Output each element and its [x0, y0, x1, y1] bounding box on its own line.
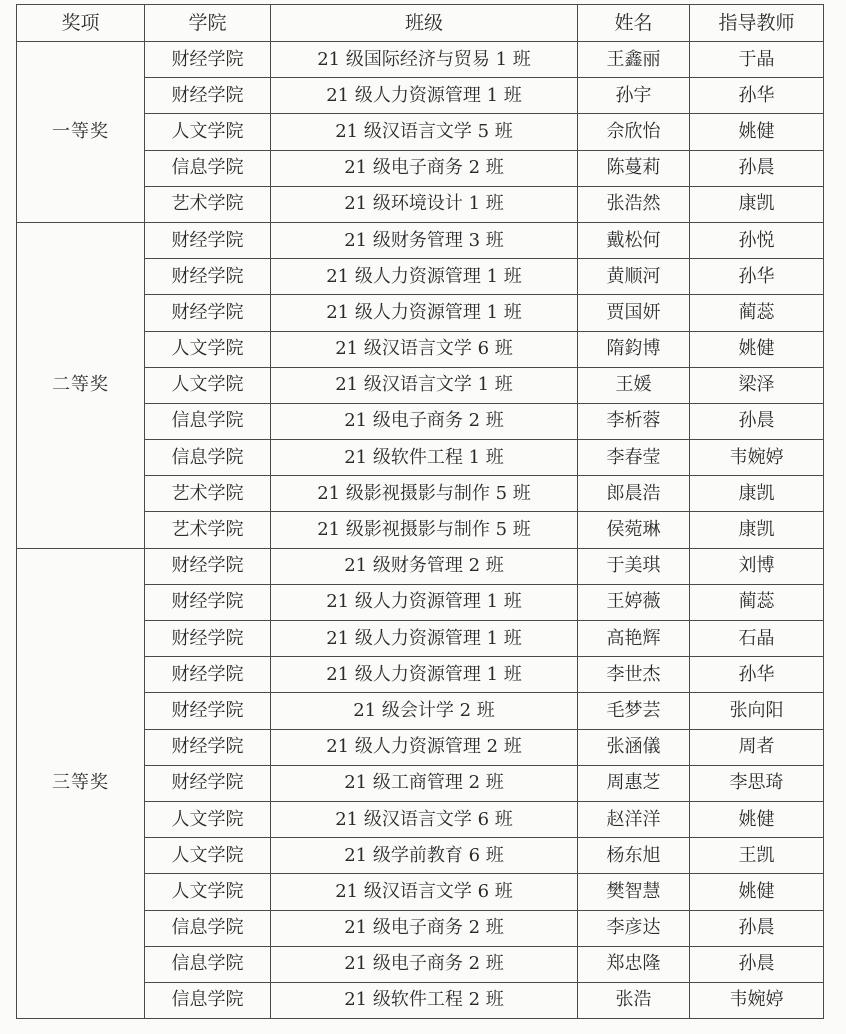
class-cell: 21 级环境设计 1 班	[271, 186, 578, 222]
class-cell: 21 级汉语言文学 1 班	[271, 367, 578, 403]
college-cell: 人文学院	[145, 331, 271, 367]
name-cell: 周惠芝	[578, 765, 690, 801]
college-cell: 财经学院	[145, 295, 271, 331]
teacher-cell: 梁泽	[690, 367, 824, 403]
name-cell: 陈蔓莉	[578, 150, 690, 186]
name-cell: 毛梦芸	[578, 693, 690, 729]
college-cell: 人文学院	[145, 838, 271, 874]
class-cell: 21 级人力资源管理 1 班	[271, 584, 578, 620]
class-cell: 21 级人力资源管理 1 班	[271, 657, 578, 693]
class-cell: 21 级人力资源管理 2 班	[271, 729, 578, 765]
name-cell: 贾国妍	[578, 295, 690, 331]
teacher-cell: 于晶	[690, 42, 824, 78]
class-cell: 21 级人力资源管理 1 班	[271, 259, 578, 295]
name-cell: 孙宇	[578, 78, 690, 114]
award-cell: 三等奖	[17, 548, 145, 1018]
college-cell: 财经学院	[145, 259, 271, 295]
name-cell: 隋鈞博	[578, 331, 690, 367]
class-cell: 21 级学前教育 6 班	[271, 838, 578, 874]
class-cell: 21 级财务管理 2 班	[271, 548, 578, 584]
class-cell: 21 级人力资源管理 1 班	[271, 621, 578, 657]
college-cell: 信息学院	[145, 150, 271, 186]
class-cell: 21 级汉语言文学 6 班	[271, 874, 578, 910]
college-cell: 人文学院	[145, 114, 271, 150]
teacher-cell: 孙悦	[690, 222, 824, 258]
header-row	[17, 5, 824, 42]
teacher-cell: 孙晨	[690, 150, 824, 186]
college-cell: 艺术学院	[145, 476, 271, 512]
teacher-cell: 蔺蕊	[690, 295, 824, 331]
college-cell: 信息学院	[145, 946, 271, 982]
college-cell: 财经学院	[145, 621, 271, 657]
teacher-cell: 石晶	[690, 621, 824, 657]
class-cell: 21 级人力资源管理 1 班	[271, 295, 578, 331]
college-cell: 财经学院	[145, 729, 271, 765]
name-cell: 李析蓉	[578, 403, 690, 439]
name-cell: 杨东旭	[578, 838, 690, 874]
name-cell: 郎晨浩	[578, 476, 690, 512]
class-cell: 21 级国际经济与贸易 1 班	[271, 42, 578, 78]
class-cell: 21 级电子商务 2 班	[271, 910, 578, 946]
college-cell: 信息学院	[145, 982, 271, 1018]
table-body	[17, 42, 824, 1019]
header-class: 班级	[271, 5, 578, 42]
class-cell: 21 级影视摄影与制作 5 班	[271, 512, 578, 548]
name-cell: 李春莹	[578, 440, 690, 476]
college-cell: 财经学院	[145, 765, 271, 801]
teacher-cell: 李思琦	[690, 765, 824, 801]
college-cell: 人文学院	[145, 874, 271, 910]
name-cell: 张涵儀	[578, 729, 690, 765]
class-cell: 21 级会计学 2 班	[271, 693, 578, 729]
teacher-cell: 周者	[690, 729, 824, 765]
college-cell: 人文学院	[145, 367, 271, 403]
college-cell: 艺术学院	[145, 512, 271, 548]
name-cell: 戴松何	[578, 222, 690, 258]
teacher-cell: 孙晨	[690, 946, 824, 982]
teacher-cell: 韦婉婷	[690, 982, 824, 1018]
college-cell: 财经学院	[145, 548, 271, 584]
table-header	[17, 5, 824, 42]
teacher-cell: 刘博	[690, 548, 824, 584]
name-cell: 佘欣怡	[578, 114, 690, 150]
name-cell: 于美琪	[578, 548, 690, 584]
teacher-cell: 孙华	[690, 657, 824, 693]
teacher-cell: 王凯	[690, 838, 824, 874]
class-cell: 21 级汉语言文学 5 班	[271, 114, 578, 150]
table-row	[17, 222, 824, 258]
college-cell: 财经学院	[145, 693, 271, 729]
college-cell: 信息学院	[145, 910, 271, 946]
teacher-cell: 姚健	[690, 331, 824, 367]
award-cell: 一等奖	[17, 42, 145, 223]
name-cell: 黄顺河	[578, 259, 690, 295]
college-cell: 信息学院	[145, 440, 271, 476]
class-cell: 21 级电子商务 2 班	[271, 946, 578, 982]
teacher-cell: 张向阳	[690, 693, 824, 729]
class-cell: 21 级软件工程 2 班	[271, 982, 578, 1018]
name-cell: 樊智慧	[578, 874, 690, 910]
teacher-cell: 孙晨	[690, 403, 824, 439]
class-cell: 21 级影视摄影与制作 5 班	[271, 476, 578, 512]
teacher-cell: 姚健	[690, 114, 824, 150]
name-cell: 张浩	[578, 982, 690, 1018]
class-cell: 21 级汉语言文学 6 班	[271, 801, 578, 837]
name-cell: 王婷薇	[578, 584, 690, 620]
college-cell: 人文学院	[145, 801, 271, 837]
table-row	[17, 42, 824, 78]
name-cell: 张浩然	[578, 186, 690, 222]
class-cell: 21 级电子商务 2 班	[271, 150, 578, 186]
header-teacher: 指导教师	[690, 5, 824, 42]
teacher-cell: 姚健	[690, 874, 824, 910]
teacher-cell: 韦婉婷	[690, 440, 824, 476]
name-cell: 赵洋洋	[578, 801, 690, 837]
class-cell: 21 级工商管理 2 班	[271, 765, 578, 801]
class-cell: 21 级人力资源管理 1 班	[271, 78, 578, 114]
header-college: 学院	[145, 5, 271, 42]
teacher-cell: 康凯	[690, 476, 824, 512]
teacher-cell: 姚健	[690, 801, 824, 837]
name-cell: 郑忠隆	[578, 946, 690, 982]
college-cell: 财经学院	[145, 42, 271, 78]
teacher-cell: 康凯	[690, 512, 824, 548]
teacher-cell: 孙华	[690, 78, 824, 114]
college-cell: 财经学院	[145, 222, 271, 258]
award-cell: 二等奖	[17, 222, 145, 548]
teacher-cell: 孙华	[690, 259, 824, 295]
class-cell: 21 级汉语言文学 6 班	[271, 331, 578, 367]
class-cell: 21 级电子商务 2 班	[271, 403, 578, 439]
name-cell: 侯菀琳	[578, 512, 690, 548]
name-cell: 王媛	[578, 367, 690, 403]
teacher-cell: 康凯	[690, 186, 824, 222]
name-cell: 王鑫丽	[578, 42, 690, 78]
name-cell: 李彦达	[578, 910, 690, 946]
name-cell: 高艳辉	[578, 621, 690, 657]
college-cell: 财经学院	[145, 78, 271, 114]
teacher-cell: 蔺蕊	[690, 584, 824, 620]
college-cell: 艺术学院	[145, 186, 271, 222]
college-cell: 财经学院	[145, 584, 271, 620]
awards-table	[16, 4, 824, 1019]
header-name: 姓名	[578, 5, 690, 42]
college-cell: 信息学院	[145, 403, 271, 439]
teacher-cell: 孙晨	[690, 910, 824, 946]
college-cell: 财经学院	[145, 657, 271, 693]
header-award: 奖项	[17, 5, 145, 42]
name-cell: 李世杰	[578, 657, 690, 693]
table-row	[17, 548, 824, 584]
class-cell: 21 级软件工程 1 班	[271, 440, 578, 476]
class-cell: 21 级财务管理 3 班	[271, 222, 578, 258]
